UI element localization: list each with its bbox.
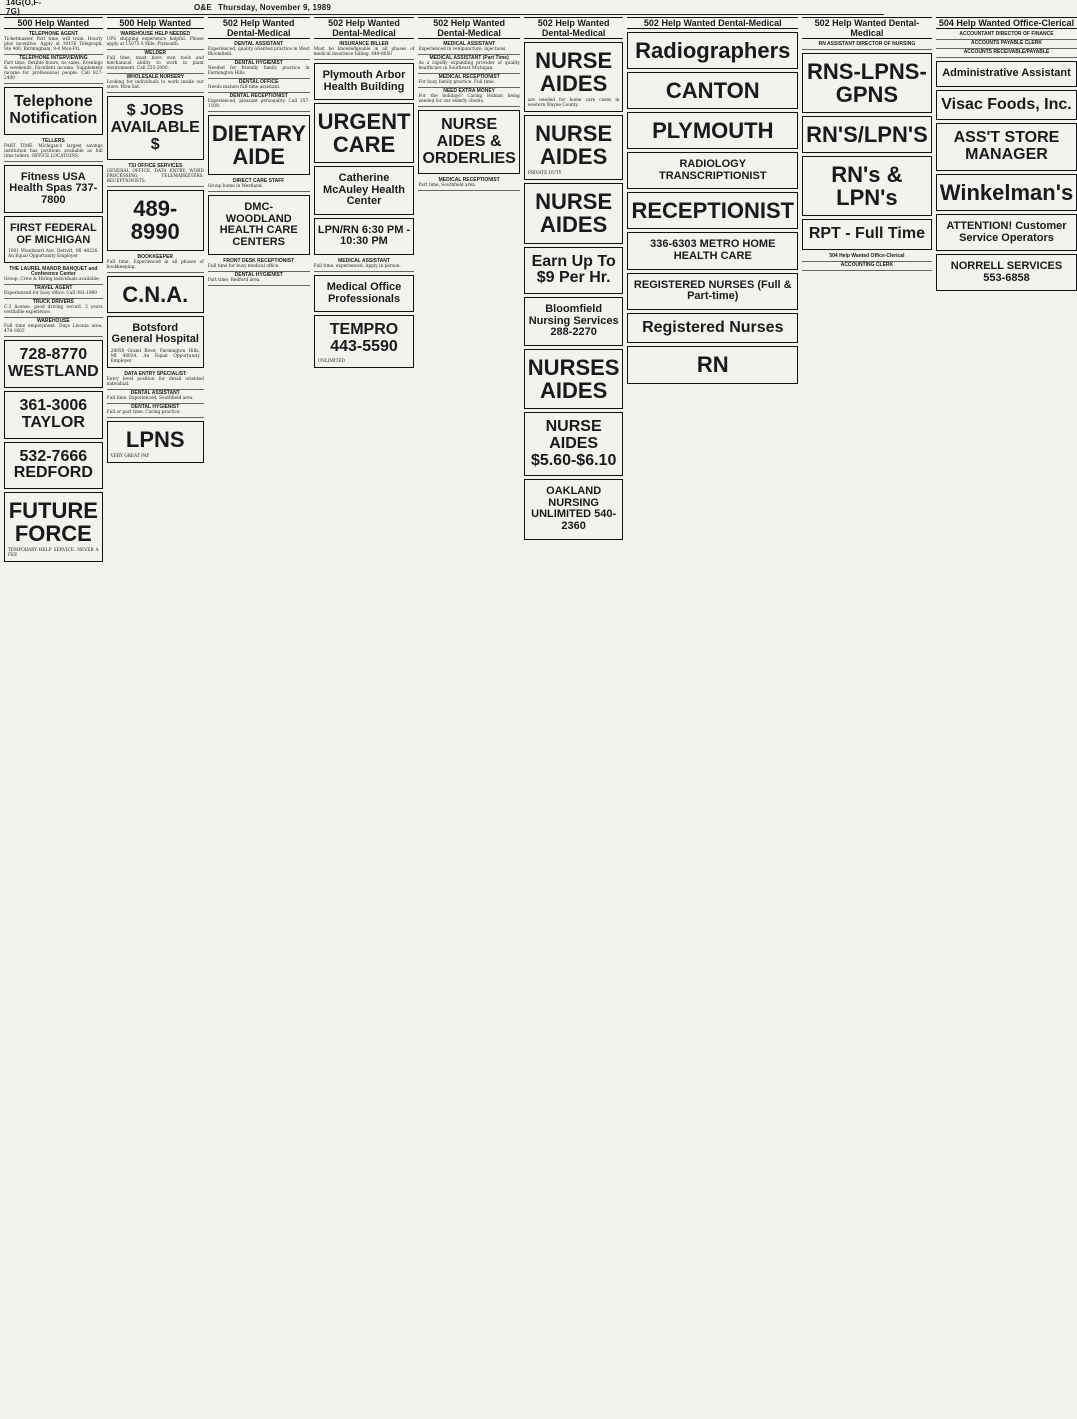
ad-body: Full time, experienced. Apply in person. — [313, 264, 401, 270]
classified-ad — [524, 42, 624, 112]
ad-title: TELEPHONE INTERVIEWING — [19, 55, 88, 61]
ad-title: WAREHOUSE — [36, 318, 70, 325]
ad-title: DIRECT CARE STAFF — [233, 178, 285, 185]
ad-body: PART TIME. Michigan's largest savings institution has positions available as full time tellers. OFFICE LOCATIONS. — [4, 143, 103, 159]
ad-headline: Visac Foods, Inc. — [941, 95, 1072, 113]
ad-body: Experienced for busy office. Call 392-1990 — [4, 291, 98, 297]
ad-headline: NURSE AIDES — [535, 121, 613, 170]
ad-headline: NURSE AIDES — [535, 189, 613, 238]
ad-title: ACCOUNTS PAYABLE CLERK — [971, 40, 1042, 46]
classified-ad — [936, 214, 1077, 251]
classified-ad — [4, 299, 103, 318]
ad-headline: FUTURE FORCE — [8, 498, 98, 547]
ad-headline: Administrative Assistant — [942, 67, 1071, 79]
ad-headline: Medical Office Professionals — [326, 281, 402, 305]
classified-ad — [208, 41, 310, 60]
classified-ad — [418, 88, 519, 107]
ad-title: WELDER — [144, 50, 167, 56]
classified-ad — [107, 96, 204, 160]
ad-title: FRONT DESK RECEPTIONIST — [223, 258, 295, 265]
classified-ad — [208, 93, 310, 112]
ad-body: PRIVATE DUTY — [527, 171, 562, 177]
classified-ad — [4, 266, 103, 285]
classified-ad — [936, 31, 1077, 40]
ad-headline: 336-6303 METRO HOME HEALTH CARE — [650, 238, 776, 263]
column-1 — [4, 17, 103, 1419]
column-5 — [418, 17, 519, 1419]
ad-title: DENTAL HYGIENIST — [234, 60, 283, 66]
ad-body: TEMPORARY HELP SERVICE. NEVER A FEE — [8, 548, 99, 559]
classified-ad — [208, 79, 310, 93]
ad-body: UNLIMITED — [317, 358, 346, 364]
classified-ad — [418, 55, 519, 74]
ad-body: Experienced, pleasant personality. Call 357-1109. — [207, 99, 310, 109]
ad-title: TSI OFFICE SERVICES — [128, 163, 183, 170]
classified-ad — [4, 442, 103, 490]
column-heading: 504 Help Wanted Office-Clerical — [936, 17, 1077, 29]
ad-title: TRAVEL AGENT — [34, 285, 73, 292]
classified-ad — [4, 216, 103, 263]
classified-ad — [208, 115, 310, 175]
ad-body: Entry level position for detail oriented individual. — [106, 376, 204, 387]
ad-title: TELEPHONE AGENT — [28, 31, 78, 37]
classified-ad — [802, 253, 932, 262]
classified-ad — [418, 110, 519, 174]
ad-body: Experienced in venipuncture, injections. — [418, 47, 507, 52]
ad-title: DENTAL HYGIENIST — [234, 272, 283, 279]
ad-title: MEDICAL RECEPTIONIST — [438, 177, 500, 184]
classified-ad — [524, 115, 624, 180]
classified-ad — [627, 72, 798, 109]
column-heading: 502 Help Wanted Dental-Medical — [314, 17, 415, 39]
column-heading: 500 Help Wanted — [107, 17, 204, 29]
ad-title: 504 Help Wanted Office-Clerical — [829, 253, 905, 260]
classified-ad — [4, 492, 103, 562]
classified-ad — [627, 192, 798, 229]
column-9 — [936, 17, 1077, 1419]
classified-ad — [627, 273, 798, 310]
ad-title: MEDICAL ASSISTANT — [443, 41, 496, 47]
ad-title: WHOLESALE NURSERY — [126, 74, 185, 80]
classified-ad — [802, 262, 932, 271]
classified-ad — [802, 116, 932, 153]
ad-body: Looking for individuals to work inside our store. Mon-Sat. — [106, 80, 204, 90]
classified-ad — [107, 316, 204, 368]
ad-body: Group home in Westland. — [207, 184, 264, 190]
ad-body: Group, Crew & Hiring individuals available. — [4, 277, 100, 283]
ad-body: Full time for busy medical office. — [207, 264, 280, 270]
classified-ad — [107, 390, 204, 404]
ad-title: TRUCK DRIVERS — [32, 299, 74, 306]
classified-ad — [936, 254, 1077, 291]
ad-headline: Radiographers — [635, 38, 791, 63]
ad-title: INSURANCE BILLER — [339, 41, 389, 47]
ad-headline: REGISTERED NURSES (Full & Part-time) — [633, 278, 792, 303]
ad-body: Part time, Redford area. — [207, 278, 261, 284]
column-heading: 502 Help Wanted Dental-Medical — [524, 17, 624, 39]
classified-ad — [4, 165, 103, 214]
classified-columns — [0, 15, 1075, 1419]
classified-ad — [418, 41, 519, 55]
ad-title: ACCOUNTS RECEIVABLE/PAYABLE — [963, 49, 1050, 55]
classified-ad — [208, 60, 310, 79]
ad-headline: 532-7666 REDFORD — [13, 447, 93, 482]
ad-title: RN ASSISTANT DIRECTOR OF NURSING — [818, 41, 916, 47]
ad-title: NEED EXTRA MONEY — [443, 88, 495, 94]
ad-title: DENTAL RECEPTIONIST — [229, 93, 288, 99]
ad-body: For the holidays? Caring Human being needed for our elderly clients. — [418, 94, 520, 104]
ad-body: Ticketmaster. Part time, will train. Hourly plus incentive. Apply at 30150 Telegraph, Ste 400, Birmingham, 9-4 Mon-Fri. — [4, 37, 103, 52]
ad-body: 28050 Grand River, Farmington Hills, MI 48024. An Equal Opportunity Employer — [110, 348, 200, 364]
publication-date: Thursday, November 9, 1989 — [217, 2, 332, 12]
classified-ad — [314, 218, 415, 255]
classified-ad — [627, 32, 798, 69]
ad-headline: NURSE AIDES & ORDERLIES — [422, 116, 516, 167]
ad-headline: RPT - Full Time — [808, 225, 925, 243]
ad-headline: PLYMOUTH — [652, 118, 774, 144]
classified-ad — [936, 61, 1077, 87]
ad-body: 1001 Woodward Ave, Detroit, MI 48226. An Equal Opportunity Employer — [8, 249, 99, 260]
classified-ad — [524, 479, 624, 539]
page-code: 14G(O,F-7G) — [6, 0, 42, 16]
ad-body: As a rapidly expanding provider of quality healthcare in Southeast Michigan. — [418, 61, 520, 71]
classified-ad — [107, 31, 204, 50]
ad-headline: $ JOBS AVAILABLE $ — [110, 102, 200, 153]
ad-headline: ATTENTION! Customer Service Operators — [946, 220, 1067, 244]
ad-body: Full or part time. Caring practice. — [106, 409, 181, 415]
classified-ad — [314, 258, 415, 272]
ad-headline: Registered Nurses — [642, 318, 784, 336]
classified-ad — [314, 41, 415, 60]
classified-ad — [107, 74, 204, 93]
ad-headline: OAKLAND NURSING UNLIMITED 540-2360 — [531, 485, 617, 533]
classified-ad — [802, 219, 932, 250]
classified-ad — [4, 87, 103, 135]
ad-headline: NURSES AIDES — [527, 354, 620, 403]
classified-ad — [4, 340, 103, 388]
ad-body: For busy family practice. Full time. — [418, 80, 495, 85]
classified-ad — [936, 90, 1077, 121]
ad-headline: Fitness USA Health Spas 737-7800 — [9, 170, 98, 206]
classified-ad — [107, 254, 204, 273]
ad-body: VERY GREAT PAY — [110, 453, 150, 459]
ad-body: UPS shipping experience helpful. Please apply at 15075 S Mile, Plymouth. — [106, 37, 204, 47]
ad-body: are needed for home care cases in western Wayne County. — [527, 98, 620, 109]
ad-headline: FIRST FEDERAL OF MICHIGAN — [9, 222, 97, 246]
ad-title: MEDICAL RECEPTIONIST — [438, 74, 500, 80]
classified-ad — [627, 313, 798, 344]
ad-title: ACCOUNTANT DIRECTOR OF FINANCE — [959, 31, 1054, 37]
ad-headline: RN'S/LPN'S — [806, 122, 928, 148]
classified-ad — [107, 421, 204, 463]
classified-ad — [936, 174, 1077, 211]
column-6 — [524, 17, 624, 1419]
ad-title: DENTAL HYGIENIST — [131, 403, 180, 410]
ad-headline: C.N.A. — [122, 281, 189, 307]
ad-headline: RECEPTIONIST — [631, 198, 795, 224]
classified-ad — [418, 177, 519, 191]
publication-name: O&E — [194, 2, 212, 12]
classified-ad — [936, 123, 1077, 171]
ad-headline: NURSE AIDES — [535, 48, 613, 97]
classified-ad — [4, 285, 103, 299]
ad-headline: RN — [696, 352, 729, 378]
classified-ad — [524, 412, 624, 476]
classified-ad — [802, 156, 932, 216]
ad-title: ACCOUNTING CLERK — [840, 262, 894, 269]
ad-title: MEDICAL ASSISTANT — [338, 258, 390, 265]
classified-ad — [208, 272, 310, 286]
classified-ad — [314, 103, 415, 163]
ad-headline: Plymouth Arbor Health Building — [322, 69, 406, 93]
column-heading: 502 Help Wanted Dental-Medical — [208, 17, 310, 39]
classified-ad — [107, 404, 204, 418]
classified-ad — [627, 232, 798, 269]
classified-ad — [107, 276, 204, 313]
classified-ad — [107, 371, 204, 390]
classified-ad — [314, 63, 415, 100]
ad-headline: NURSE AIDES $5.60-$6.10 — [530, 417, 617, 469]
classified-ad — [627, 346, 798, 383]
ad-headline: RADIOLOGY TRANSCRIPTIONIST — [658, 158, 767, 182]
ad-headline: TEMPRO 443-5590 — [329, 321, 399, 355]
ad-headline: DMC-WOODLAND HEALTH CARE CENTERS — [219, 201, 298, 248]
ad-body: Full time employment. Days Livonia area. 478-1603 — [4, 324, 103, 335]
classified-ad — [524, 349, 624, 409]
ad-headline: ASS'T STORE MANAGER — [953, 129, 1060, 164]
classified-ad — [208, 178, 310, 192]
ad-headline: Botsford General Hospital — [111, 321, 199, 346]
ad-headline: Telephone Notification — [9, 93, 98, 127]
ad-title: BOOKKEEPER — [137, 253, 174, 260]
classified-ad — [936, 49, 1077, 58]
ad-headline: CANTON — [665, 78, 760, 104]
ad-title: DENTAL OFFICE — [238, 79, 279, 85]
column-heading: 502 Help Wanted Dental-Medical — [627, 17, 798, 29]
ad-headline: NORRELL SERVICES 553-6858 — [950, 260, 1063, 284]
classified-ad — [524, 183, 624, 243]
classified-ad — [4, 391, 103, 439]
classified-ad — [314, 166, 415, 215]
ad-headline: DIETARY AIDE — [211, 121, 306, 170]
column-3 — [208, 17, 310, 1419]
column-heading: 502 Help Wanted Dental-Medical — [802, 17, 932, 39]
ad-headline: Bloomfield Nursing Services 288-2270 — [528, 303, 619, 339]
classified-ad — [418, 74, 519, 88]
ad-body: Full time. Experienced in all phases of bookkeeping. — [106, 259, 204, 270]
masthead — [0, 0, 884, 15]
ad-body: Full time. Experienced, Southfield area. — [106, 395, 194, 401]
ad-headline: Catherine McAuley Health Center — [323, 172, 405, 208]
ad-headline: 728-8770 WESTLAND — [8, 346, 99, 381]
ad-headline: LPN/RN 6:30 PM - 10:30 PM — [317, 223, 411, 248]
classified-ad — [4, 31, 103, 55]
classified-ad — [4, 318, 103, 337]
ad-body: Experienced, quality oriented practice in West Bloomfield. — [207, 47, 310, 57]
classified-ad — [107, 163, 204, 187]
ad-title: TELLERS — [41, 137, 65, 144]
ad-headline: 361-3006 TAYLOR — [19, 396, 88, 431]
ad-headline: Earn Up To $9 Per Hr. — [531, 252, 616, 287]
classified-ad — [208, 195, 310, 255]
classified-ad — [936, 40, 1077, 49]
column-heading: 502 Help Wanted Dental-Medical — [418, 17, 519, 39]
ad-headline: URGENT CARE — [317, 109, 411, 158]
ad-body: Needs mature full-time assistant. — [207, 85, 281, 90]
column-8 — [802, 17, 932, 1419]
ad-title: DENTAL ASSISTANT — [130, 389, 180, 396]
ad-headline: RN's & LPN's — [831, 162, 903, 211]
ad-body: GENERAL OFFICE, DATA ENTRY, WORD PROCESSING, TELEMARKETERS, RECEPTIONISTS. — [106, 169, 204, 185]
classified-ad — [802, 53, 932, 113]
classified-ad — [4, 138, 103, 162]
classified-ad — [524, 247, 624, 295]
classified-ad — [314, 315, 415, 368]
ad-headline: RNS-LPNS-GPNS — [807, 59, 927, 108]
ad-title: MEDICAL ASSISTANT (Part Time) — [429, 55, 509, 61]
classified-ad — [802, 41, 932, 50]
ad-body: Part time, Southfield area. — [418, 183, 477, 189]
classified-ad — [107, 190, 204, 250]
ad-headline: Winkelman's — [939, 179, 1074, 205]
classified-ad — [627, 152, 798, 189]
ad-body: Must be knowledgeable in all phases of medical insurance billing. 649-8050 — [313, 47, 415, 57]
ad-body: Needed for friendly family practice in Farmington Hills. — [207, 66, 310, 76]
ad-body: Full time, must have own tools and mechanical ability to work in plant environment. Call 255-2000. — [106, 56, 204, 71]
ad-body: Part time, flexible hours, no sales. Evenings & weekends. Excellent income. Supplement income for professional people. Call 827-2400 — [4, 61, 103, 81]
classified-ad — [107, 50, 204, 74]
ad-headline: 489-8990 — [130, 196, 180, 245]
ad-title: DATA ENTRY SPECIALIST — [124, 370, 187, 377]
ad-body: C-2 license, good driving record, 2 years verifiable experience. — [4, 305, 103, 316]
classified-ad — [208, 258, 310, 272]
ad-title: DENTAL ASSISTANT — [234, 41, 284, 47]
column-heading: 500 Help Wanted — [4, 17, 103, 29]
ad-headline: LPNS — [125, 426, 185, 452]
classified-ad — [314, 275, 415, 312]
column-7 — [627, 17, 798, 1419]
column-4 — [314, 17, 415, 1419]
classified-ad — [627, 112, 798, 149]
column-2 — [107, 17, 204, 1419]
classified-ad — [4, 55, 103, 84]
ad-title: THE LAUREL MANOR BANQUET and Conference Center — [9, 266, 98, 278]
classified-ad — [524, 297, 624, 346]
ad-title: WAREHOUSE HELP NEEDED — [120, 31, 191, 37]
